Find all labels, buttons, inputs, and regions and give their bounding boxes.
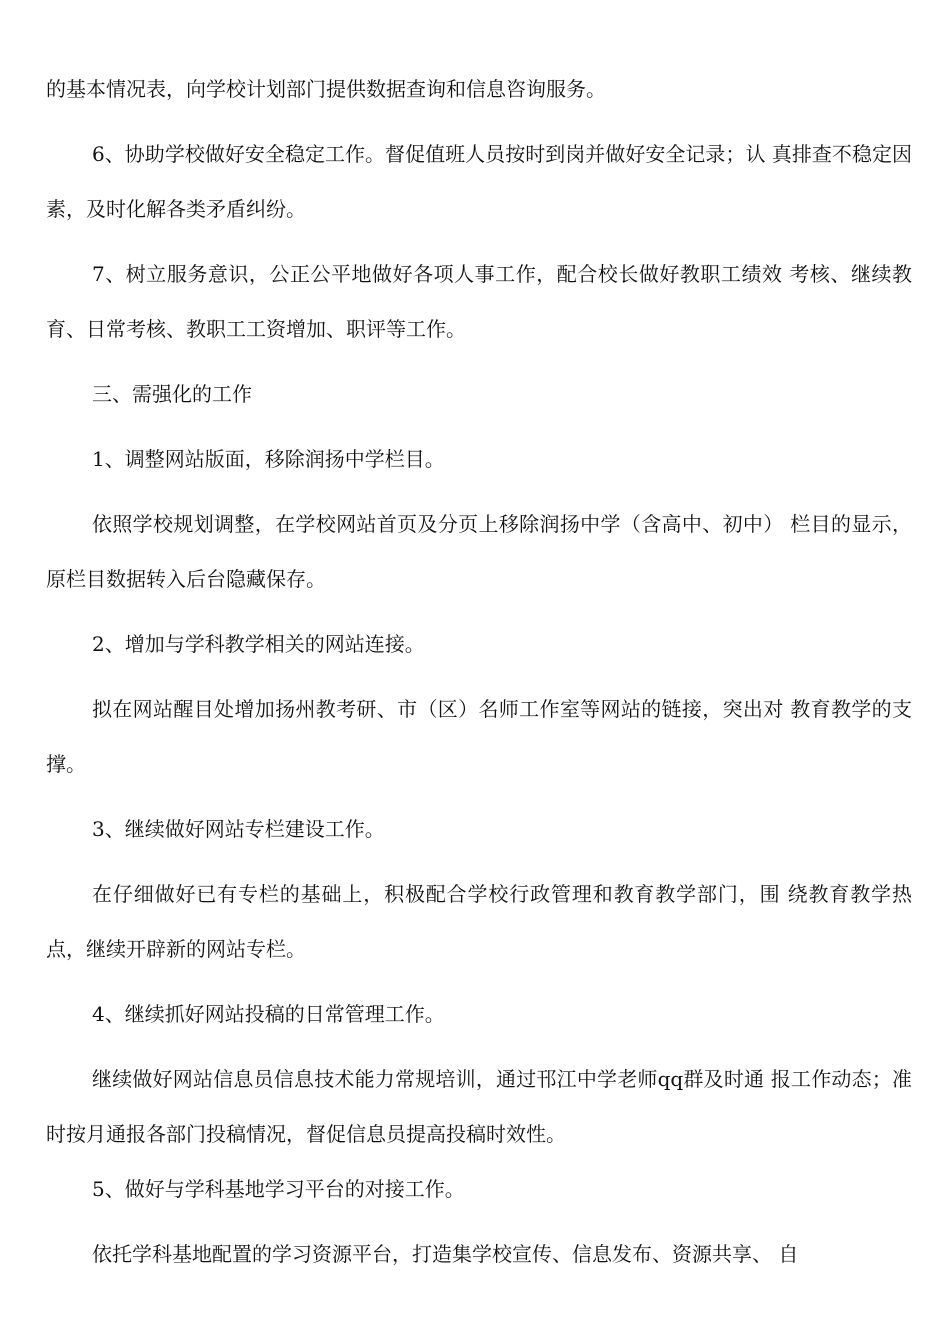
paragraph-continuation: 的基本情况表，向学校计划部门提供数据查询和信息咨询服务。 xyxy=(46,77,606,101)
subheading-3: 3、继续做好网站专栏建设工作。 xyxy=(92,817,385,841)
paragraph-body-4: 继续做好网站信息员信息技术能力常规培训，通过邗江中学老师qq群及时通 报工作动态；准时按月通报各部门投稿情况，督促信息员提高投稿时效性。 xyxy=(46,1067,912,1146)
section-heading: 三、需强化的工作 xyxy=(92,382,252,406)
paragraph-body-3: 在仔细做好已有专栏的基础上，积极配合学校行政管理和教育教学部门，围 绕教育教学热点，继续开辟新的网站专栏。 xyxy=(46,882,912,961)
document-page xyxy=(46,62,912,1282)
paragraph-body-1: 依照学校规划调整，在学校网站首页及分页上移除润扬中学（含高中、初中） 栏目的显示，原栏目数据转入后台隐藏保存。 xyxy=(46,512,912,591)
paragraph-item-6: 6、协助学校做好安全稳定工作。督促值班人员按时到岗并做好安全记录；认 真排查不稳定因素，及时化解各类矛盾纠纷。 xyxy=(46,142,912,221)
paragraph-item-7: 7、树立服务意识，公正公平地做好各项人事工作，配合校长做好教职工绩效 考核、继续教育、日常考核、教职工工资增加、职评等工作。 xyxy=(46,262,912,341)
paragraph-body-2: 拟在网站醒目处增加扬州教考研、市（区）名师工作室等网站的链接，突出对 教育教学的支撑。 xyxy=(46,697,912,776)
subheading-1: 1、调整网站版面，移除润扬中学栏目。 xyxy=(92,447,445,471)
subheading-2: 2、增加与学科教学相关的网站连接。 xyxy=(92,632,425,656)
paragraph-body-5: 依托学科基地配置的学习资源平台，打造集学校宣传、信息发布、资源共享、 自 xyxy=(92,1242,799,1266)
subheading-4: 4、继续抓好网站投稿的日常管理工作。 xyxy=(92,1002,445,1026)
subheading-5: 5、做好与学科基地学习平台的对接工作。 xyxy=(92,1177,465,1201)
